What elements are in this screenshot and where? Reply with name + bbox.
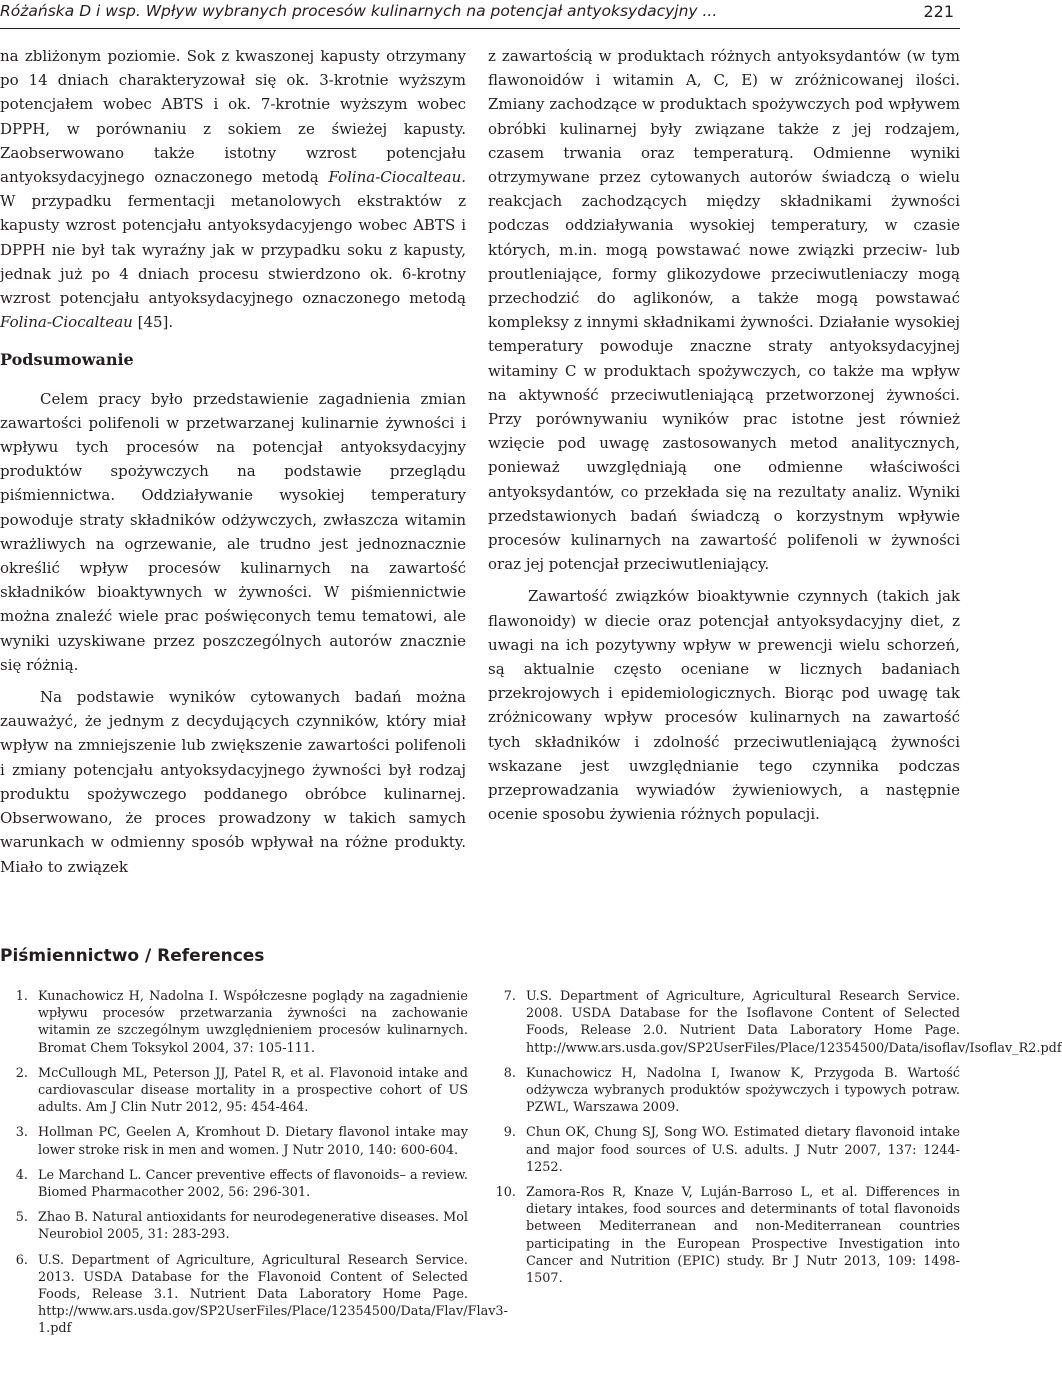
citation: [45].	[132, 313, 174, 332]
paragraph-kwaszona-kapusta	[0, 44, 466, 334]
paragraph-summary-3: z zawartością w produktach różnych antyoksydantów (w tym flawonoidów i witamin A, C, E) w zróżnicowanej ilości. Zmiany zachodzące w produktach spożywczych pod wpływem obróbki kulinarnej były związane także z jej rodzajem, czasem trwania oraz temperaturą. Odmienne wyniki otrzymywane przez cytowanych autorów świadczą o wielu reakcjach zachodzących między składnikami żywności podczas oddziaływania wysokiej temperatury, w czasie których, m.in. mogą powstawać nowe związki przeciw- lub proutleniające, formy glikozydowe przeciwutleniaczy mogą przechodzić do aglikonów, a także mogą powstawać kompleksy z innymi składnikami żywności. Działanie wysokiej temperatury powoduje znaczne straty antyoksydacyjnej witaminy C w produktach spożywczych, co także ma wpływ na aktywność przeciwutleniającą przetworzonej żywności. Przy porównywaniu wyników prac istotne jest również wzięcie pod uwagę zastosowanych metod analitycznych, ponieważ uwzględniają one odmienne właściwości antyoksydantów, co przekłada się na rezultaty analiz. Wyniki przedstawionych badań świadczą o korzystnym wpływie procesów kulinarnych na zawartość polifenoli w żywności oraz jej potencjał przeciwutleniający.	[488, 47, 960, 574]
reference-item	[0, 1124, 468, 1158]
right-text-column	[488, 44, 960, 827]
paragraph-text: W przypadku fermentacji metanolowych ekstraktów z kapusty wzrost potencjału antyoksydacyjengo wobec ABTS i DPPH nie był tak wyraźny jak w przypadku soku z kapusty, jednak już po 4 dniach procesu stwierdzono ok. 6-krotny wzrost potencjału antyoksydacyjnego oznaczonego metodą	[0, 192, 466, 308]
paragraph-text: na zbliżonym poziomie. Sok z kwaszonej kapusty otrzymany po 14 dniach charakteryzował się ok. 3-krotnie wyższym potencjałem wobec ABTS i ok. 7-krotnie wyższym wobec DPPH, w porównaniu z sokiem ze świeżej kapusty. Zaobserwowano także istotny wzrost potencjału antyoksydacyjnego oznaczonego metodą	[0, 47, 466, 187]
reference-number: 3.	[15, 1125, 28, 1141]
reference-item	[0, 1209, 468, 1243]
reference-text: Le Marchand L. Cancer preventive effects of flavonoids– a review. Biomed Pharmacother 2002, 56: 296-301.	[38, 1167, 468, 1201]
reference-number: 9.	[503, 1125, 516, 1141]
reference-number: 1.	[15, 989, 28, 1004]
paragraph-summary-2: Na podstawie wyników cytowanych badań można zauważyć, że jednym z decydujących czynników, który miał wpływ na zmniejszenie lub zwiększenie zawartości polifenoli i zmiany potencjału antyoksydacyjnego żywności był rodzaj produktu spożywczego poddanego obróbce kulinarnej. Obserwowano, że proces prowadzony w takich samych warunkach w odmienny sposób wpływał na różne produkty. Miało to związek	[0, 688, 466, 876]
reference-text: Kunachowicz H, Nadolna I, Iwanow K, Przygoda B. Wartość odżywcza wybranych produktów spożywczych i typowych potraw. PZWL, Warszawa 2009.	[526, 1065, 960, 1116]
running-head: Różańska D i wsp. Wpływ wybranych procesów kulinarnych na potencjał antyoksydacyjny ...	[0, 2, 718, 20]
references-list-left	[0, 988, 508, 1346]
reference-text: Kunachowicz H, Nadolna I. Współczesne poglądy na zagadnienie wpływu procesów przetwarzania żywności na zachowanie witamin ze szczególnym uwzględnieniem procesów kulinarnych. Bromat Chem Toksykol 2004, 37: 105-111.	[38, 989, 468, 1056]
reference-item	[0, 988, 468, 1057]
reference-item	[488, 1124, 960, 1176]
paragraph-summary-1: Celem pracy było przedstawienie zagadnienia zmian zawartości polifenoli w przetwarzanej kulinarnie żywności i wpływu tych procesów na potencjał antyoksydacyjny produktów spożywczych na podstawie przeglądu piśmiennictwa. Oddziaływanie wysokiej temperatury powoduje straty składników odżywczych, zwłaszcza witamin wrażliwych na ogrzewanie, ale trudno jest jednoznacznie określić wpływ procesów kulinarnych na zawartość składników bioaktywnych w żywności. W piśmiennictwie można znaleźć wiele prac poświęconych temu tematowi, ale wyniki uzyskiwane przez poszczególnych autorów znacznie się różnią.	[0, 389, 466, 674]
reference-text: Zhao B. Natural antioxidants for neurodegenerative diseases. Mol Neurobiol 2005, 31: 283-293.	[38, 1210, 468, 1243]
method-name-italic: Folina-Ciocalteau	[0, 313, 133, 332]
reference-text: Chun OK, Chung SJ, Song WO. Estimated dietary flavonoid intake and major food sources of U.S. adults. J Nutr 2007, 137: 1244-1252.	[526, 1125, 960, 1175]
references-list-right	[488, 988, 1062, 1295]
page-header	[0, 0, 960, 28]
page-number: 221	[923, 2, 954, 21]
reference-text: U.S. Department of Agriculture, Agricultural Research Service. 2013. USDA Database for the Flavonoid Content of Selected Foods, Release 3.1. Nutrient Data Laboratory Home Page. http://www.ars.usda.gov/SP2UserFiles/Place/12354500/Data/Flav/Flav3-1.pdf	[38, 1252, 508, 1337]
reference-number: 7.	[503, 989, 516, 1004]
reference-number: 4.	[15, 1167, 28, 1183]
method-name-italic: Folina-Ciocalteau.	[328, 168, 466, 187]
reference-item	[488, 1065, 960, 1117]
section-heading: Podsumowanie	[0, 350, 134, 370]
reference-item	[488, 1184, 960, 1287]
header-rule	[0, 28, 960, 29]
reference-number: 5.	[15, 1210, 28, 1226]
reference-text: Hollman PC, Geelen A, Kromhout D. Dietary flavonol intake may lower stroke risk in men and women. J Nutr 2010, 140: 600-604.	[38, 1125, 468, 1158]
references-heading: Piśmiennictwo / References	[0, 946, 265, 966]
reference-number: 10.	[495, 1185, 516, 1201]
reference-number: 6.	[15, 1252, 28, 1268]
reference-number: 8.	[503, 1065, 516, 1081]
reference-item	[0, 1252, 508, 1338]
reference-text: U.S. Department of Agriculture, Agricultural Research Service. 2008. USDA Database for the Isoflavone Content of Selected Foods, Release 2.0. Nutrient Data Laboratory Home Page. http://www.ars.usda.gov/SP2UserFiles/Place/12354500/Data/isoflav/Isoflav_R2.pdf	[526, 989, 1062, 1056]
reference-item	[0, 1065, 468, 1117]
reference-item	[488, 988, 1062, 1057]
paragraph-summary-4: Zawartość związków bioaktywnie czynnych (takich jak flawonoidy) w diecie oraz potencjał antyoksydacyjny diet, z uwagi na ich pozytywny wpływ w prewencji wielu schorzeń, są aktualnie często oceniane w licznych badaniach przekrojowych i epidemiologicznych. Biorąc pod uwagę tak zróżnicowany wpływ procesów kulinarnych na zawartość tych składników i zdolność przeciwutleniającą żywności wskazane jest uwzględnianie tego czynnika podczas przeprowadzania wywiadów żywieniowych, a następnie ocenie sposobu żywienia różnych populacji.	[488, 587, 960, 824]
reference-text: McCullough ML, Peterson JJ, Patel R, et al. Flavonoid intake and cardiovascular disease mortality in a prospective cohort of US adults. Am J Clin Nutr 2012, 95: 454-464.	[38, 1065, 468, 1116]
reference-item	[0, 1167, 468, 1201]
reference-text: Zamora-Ros R, Knaze V, Luján-Barroso L, et al. Differences in dietary intakes, food sources and determinants of total flavonoids between Mediterranean and non-Mediterranean countries participating in the European Prospective Investigation into Cancer and Nutrition (EPIC) study. Br J Nutr 2013, 109: 1498-1507.	[526, 1185, 960, 1287]
left-text-column	[0, 44, 466, 879]
reference-number: 2.	[15, 1065, 28, 1081]
